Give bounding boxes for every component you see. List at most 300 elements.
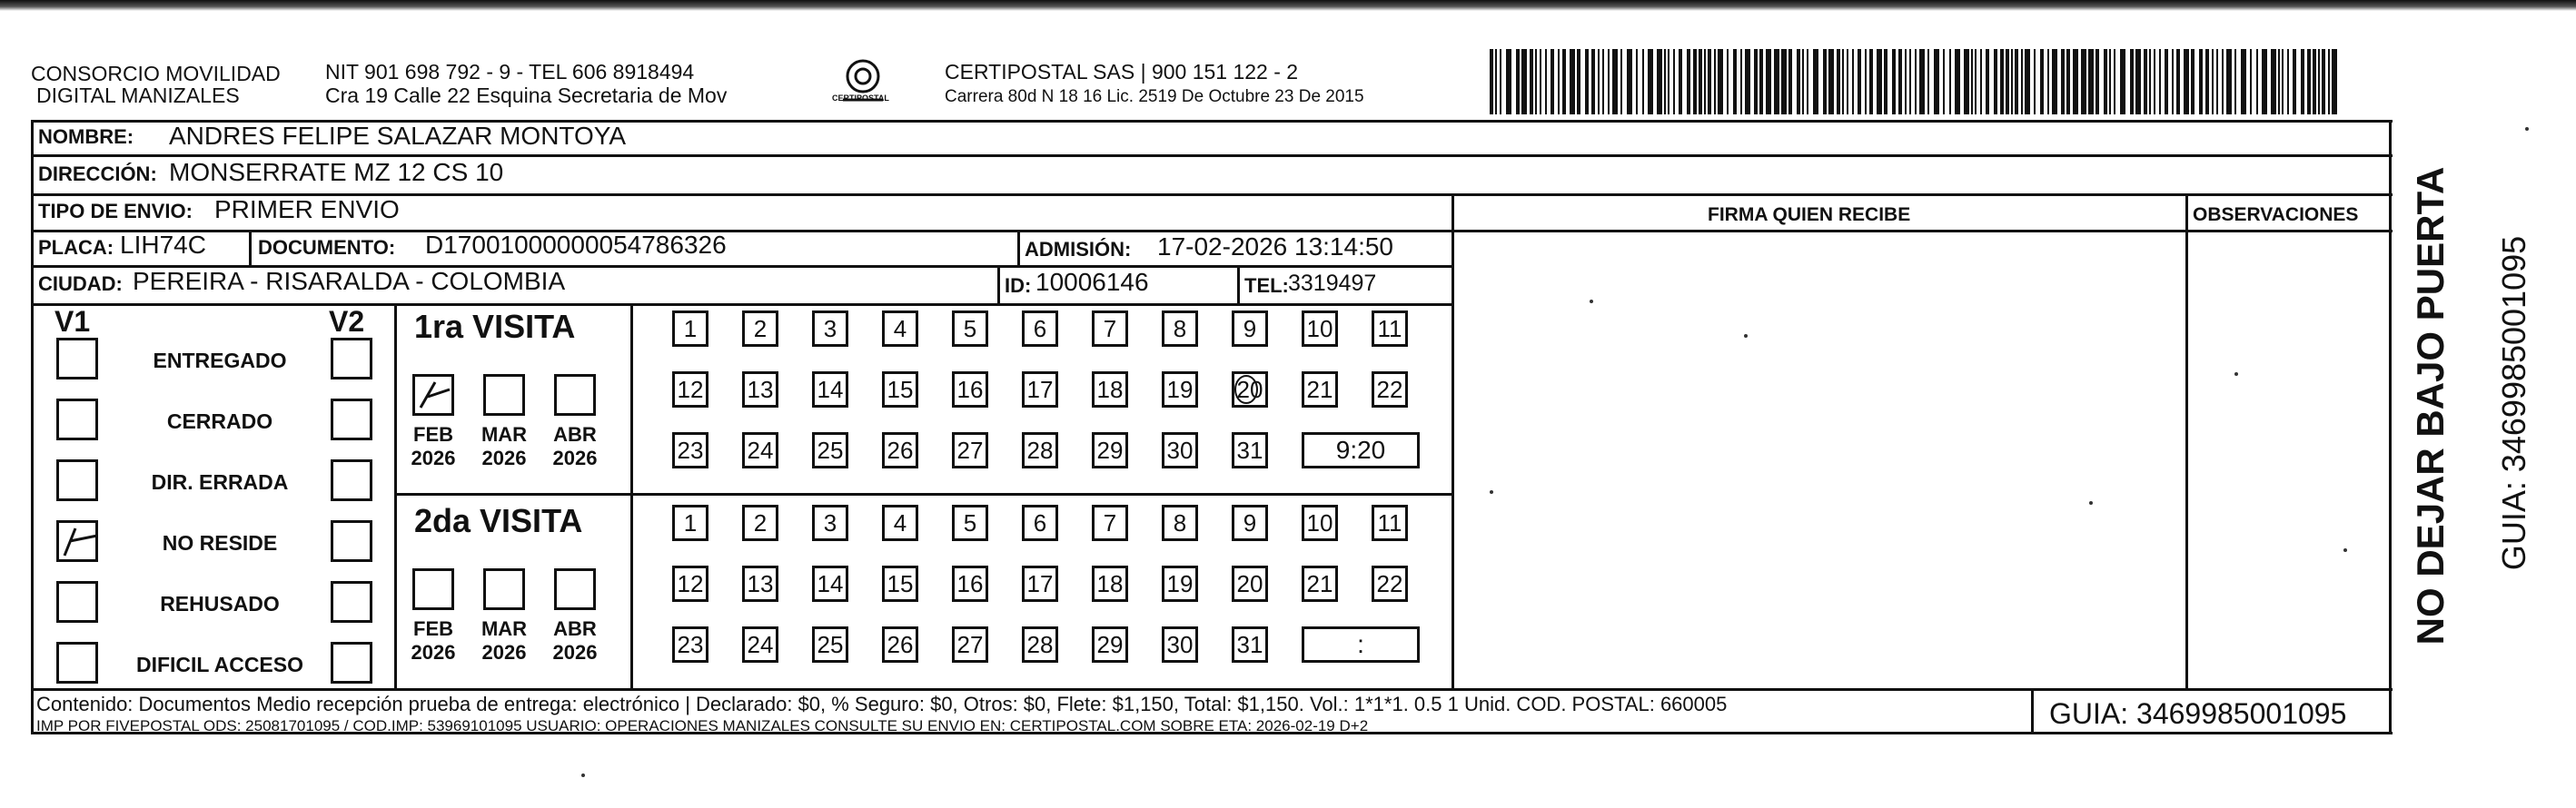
- tel-value: 3319497: [1288, 271, 1377, 296]
- second-visit-month-feb-label: [401, 617, 465, 665]
- row-line-5: [31, 303, 1453, 306]
- barcode-bar: [1704, 49, 1706, 114]
- barcode-bar: [1842, 49, 1844, 114]
- barcode-bar: [1865, 49, 1867, 114]
- first-visit-day-3[interactable]: 3: [812, 310, 848, 347]
- scan-speck: [2234, 372, 2238, 376]
- check-mark-icon: [59, 523, 99, 563]
- barcode-bar: [2088, 49, 2094, 114]
- barcode-bar: [1919, 49, 1925, 114]
- barcode-bar: [1602, 49, 1604, 114]
- barcode-bar: [1745, 49, 1750, 114]
- v2-label: V2: [329, 305, 365, 338]
- barcode-bar: [1877, 49, 1882, 114]
- barcode-bar: [2199, 49, 2203, 114]
- barcode-bar: [2109, 49, 2111, 114]
- first-visit-day-13[interactable]: 13: [742, 371, 778, 408]
- barcode-bar: [2191, 49, 2195, 114]
- guia-box-divider: [2031, 688, 2034, 734]
- second-visit-day-5[interactable]: 5: [952, 505, 988, 541]
- barcode-bar: [1884, 49, 1887, 114]
- address-line: Cra 19 Calle 22 Esquina Secretaria de Mov: [325, 84, 728, 107]
- tel-divider: [1237, 265, 1240, 303]
- first-visit-day-7[interactable]: 7: [1092, 310, 1128, 347]
- barcode-bar: [1807, 49, 1808, 114]
- scan-top-edge: [0, 0, 2576, 11]
- barcode-bar: [2040, 49, 2044, 114]
- first-visit-day-18[interactable]: 18: [1092, 371, 1128, 408]
- first-visit-day-17[interactable]: 17: [1022, 371, 1058, 408]
- barcode-bar: [1657, 49, 1662, 114]
- barcode-bar: [1636, 49, 1638, 114]
- second-visit-day-24[interactable]: 24: [742, 626, 778, 663]
- v1-checkbox-cerrado[interactable]: [56, 399, 98, 440]
- first-visit-day-8[interactable]: 8: [1162, 310, 1198, 347]
- second-visit-month-abr-label: [543, 617, 607, 665]
- barcode-bar: [1562, 49, 1566, 114]
- barcode-bar: [1788, 49, 1792, 114]
- guia-box: GUIA: 3469985001095: [2049, 697, 2347, 730]
- first-visit-day-31[interactable]: 31: [1232, 432, 1268, 468]
- status-divider: [394, 303, 397, 688]
- barcode-bar: [2184, 49, 2189, 114]
- courier-line2: Carrera 80d N 18 16 Lic. 2519 De Octubre 23 De 2015: [945, 87, 1364, 106]
- barcode-bar: [2011, 49, 2013, 114]
- firma-label: FIRMA QUIEN RECIBE: [1708, 204, 1911, 225]
- second-visit-day-14[interactable]: 14: [812, 566, 848, 602]
- company-line1: CONSORCIO MOVILIDAD: [31, 62, 281, 85]
- barcode-bar: [1506, 49, 1511, 114]
- barcode-bar: [2293, 49, 2296, 114]
- barcode-bar: [1558, 49, 1560, 114]
- barcode-bar: [2282, 49, 2284, 114]
- barcode-bar: [2234, 49, 2236, 114]
- barcode-bar: [2216, 49, 2218, 114]
- second-visit-month-mar-label: [472, 617, 536, 665]
- scan-speck: [1490, 490, 1493, 494]
- barcode-bar: [2061, 49, 2065, 114]
- first-visit-day-10[interactable]: 10: [1302, 310, 1338, 347]
- second-visit-day-11[interactable]: 11: [1372, 505, 1408, 541]
- barcode-bar: [1915, 49, 1917, 114]
- month-name: MAR: [481, 423, 528, 446]
- barcode-bar: [2165, 49, 2168, 114]
- second-visit-day-2[interactable]: 2: [742, 505, 778, 541]
- second-visit-month-mar-box[interactable]: [483, 568, 525, 610]
- month-year: 2026: [411, 447, 456, 470]
- barcode: [1490, 49, 2343, 114]
- second-visit-day-17[interactable]: 17: [1022, 566, 1058, 602]
- barcode-bar: [1570, 49, 1575, 114]
- admission-value: 17-02-2026 13:14:50: [1157, 232, 1393, 261]
- name-label: NOMBRE:: [38, 125, 134, 148]
- barcode-bar: [1727, 49, 1729, 114]
- barcode-bar: [1708, 49, 1711, 114]
- status-option-entregado: ENTREGADO: [153, 349, 287, 372]
- second-visit-day-9[interactable]: 9: [1232, 505, 1268, 541]
- barcode-bar: [2120, 49, 2125, 114]
- first-visit-day-29[interactable]: 29: [1092, 432, 1128, 468]
- barcode-bar: [1740, 49, 1742, 114]
- second-visit-day-12[interactable]: 12: [672, 566, 708, 602]
- first-visit-day-16[interactable]: 16: [952, 371, 988, 408]
- second-visit-day-13[interactable]: 13: [742, 566, 778, 602]
- signature-header-line: [1451, 230, 2391, 232]
- second-visit-day-22[interactable]: 22: [1372, 566, 1408, 602]
- month-year: 2026: [552, 447, 598, 470]
- barcode-bar: [1516, 49, 1520, 114]
- v1-checkbox-rehusado[interactable]: [56, 581, 98, 623]
- first-visit-month-abr-box[interactable]: [554, 374, 596, 416]
- barcode-bar: [1718, 49, 1723, 114]
- barcode-bar: [2318, 49, 2320, 114]
- barcode-bar: [1828, 49, 1834, 114]
- barcode-bar: [2000, 49, 2004, 114]
- second-visit-month-abr-box[interactable]: [554, 568, 596, 610]
- imp-line: IMP POR FIVEPOSTAL ODS: 25081701095 / COD.IMP: 53969101095 USUARIO: OPERACIONES MANIZALES CONSULTE SU ENVIO EN: CERTIPOSTAL.COM SOBRE ETA: 2026-02-19 D+2: [36, 717, 1369, 734]
- status-option-rehusado: REHUSADO: [160, 592, 280, 616]
- first-visit-day-11[interactable]: 11: [1372, 310, 1408, 347]
- barcode-bar: [1495, 49, 1497, 114]
- barcode-bar: [1540, 49, 1541, 114]
- barcode-bar: [2154, 49, 2155, 114]
- scan-speck: [2343, 548, 2347, 552]
- barcode-bar: [2313, 49, 2316, 114]
- barcode-bar: [1837, 49, 1840, 114]
- second-visit-day-10[interactable]: 10: [1302, 505, 1338, 541]
- barcode-bar: [1759, 49, 1763, 114]
- scan-speck: [1590, 300, 1593, 303]
- barcode-bar: [2250, 49, 2252, 114]
- barcode-bar: [1679, 49, 1682, 114]
- first-visit-day-5[interactable]: 5: [952, 310, 988, 347]
- observations-divider: [2185, 193, 2188, 688]
- barcode-bar: [1892, 49, 1896, 114]
- courier-line1: CERTIPOSTAL SAS | 900 151 122 - 2: [945, 60, 1299, 84]
- first-visit-day-28[interactable]: 28: [1022, 432, 1058, 468]
- barcode-bar: [1627, 49, 1632, 114]
- address-label: DIRECCIÓN:: [38, 163, 157, 185]
- second-visit-day-15[interactable]: 15: [882, 566, 918, 602]
- month-name: ABR: [553, 617, 597, 640]
- second-visit-day-16[interactable]: 16: [952, 566, 988, 602]
- first-visit-time-box[interactable]: 9:20: [1302, 432, 1420, 468]
- first-visit-day-4[interactable]: 4: [882, 310, 918, 347]
- barcode-bar: [2021, 49, 2023, 114]
- barcode-bar: [1668, 49, 1669, 114]
- second-visit-day-18[interactable]: 18: [1092, 566, 1128, 602]
- v1-checkbox-dificil-acceso[interactable]: [56, 642, 98, 684]
- barcode-bar: [2144, 49, 2147, 114]
- second-visit-month-feb-box[interactable]: [412, 568, 454, 610]
- barcode-bar: [1687, 49, 1690, 114]
- barcode-bar: [1535, 49, 1537, 114]
- barcode-bar: [1934, 49, 1939, 114]
- barcode-bar: [1490, 49, 1493, 114]
- barcode-bar: [2212, 49, 2214, 114]
- v1-checkbox-entregado[interactable]: [56, 338, 98, 379]
- second-visit-day-4[interactable]: 4: [882, 505, 918, 541]
- company-line2: DIGITAL MANIZALES: [36, 84, 240, 107]
- barcode-bar: [1648, 49, 1653, 114]
- first-visit-day-19[interactable]: 19: [1162, 371, 1198, 408]
- barcode-bar: [1521, 49, 1527, 114]
- barcode-bar: [2104, 49, 2107, 114]
- status-option-cerrado: CERRADO: [166, 409, 273, 433]
- barcode-bar: [1823, 49, 1827, 114]
- barcode-bar: [2047, 49, 2049, 114]
- first-visit-month-feb-box[interactable]: [412, 374, 454, 416]
- month-name: MAR: [481, 617, 528, 640]
- first-visit-day-12[interactable]: 12: [672, 371, 708, 408]
- barcode-bar: [1797, 49, 1800, 114]
- second-visit-day-8[interactable]: 8: [1162, 505, 1198, 541]
- barcode-bar: [1642, 49, 1644, 114]
- barcode-bar: [1591, 49, 1595, 114]
- first-visit-day-14[interactable]: 14: [812, 371, 848, 408]
- first-visit-day-25[interactable]: 25: [812, 432, 848, 468]
- barcode-bar: [1781, 49, 1787, 114]
- v1-checkbox-dir-errada[interactable]: [56, 459, 98, 501]
- first-visit-day-1[interactable]: 1: [672, 310, 708, 347]
- first-visit-month-feb-label: [401, 423, 465, 471]
- city-value: PEREIRA - RISARALDA - COLOMBIA: [133, 267, 566, 295]
- barcode-bar: [2262, 49, 2267, 114]
- barcode-bar: [2322, 49, 2325, 114]
- barcode-bar: [2307, 49, 2311, 114]
- first-visit-day-30[interactable]: 30: [1162, 432, 1198, 468]
- admission-divider: [1017, 230, 1020, 266]
- barcode-bar: [1699, 49, 1702, 114]
- barcode-bar: [2034, 49, 2036, 114]
- barcode-bar: [1802, 49, 1804, 114]
- barcode-bar: [1980, 49, 1982, 114]
- side-text: [2403, 154, 2532, 663]
- barcode-bar: [2172, 49, 2174, 114]
- barcode-bar: [2114, 49, 2115, 114]
- barcode-bar: [1733, 49, 1737, 114]
- v1-checkbox-no-reside[interactable]: [56, 520, 98, 562]
- second-visit-title: 2da VISITA: [414, 502, 583, 539]
- barcode-bar: [2066, 49, 2070, 114]
- frame-right: [2389, 120, 2392, 734]
- scan-speck: [2089, 501, 2093, 505]
- month-year: 2026: [411, 641, 456, 665]
- visit-separator: [394, 493, 1453, 496]
- barcode-bar: [1955, 49, 1960, 114]
- barcode-bar: [1898, 49, 1902, 114]
- barcode-bar: [2073, 49, 2078, 114]
- first-visit-day-6[interactable]: 6: [1022, 310, 1058, 347]
- barcode-bar: [1598, 49, 1600, 114]
- barcode-bar: [1927, 49, 1929, 114]
- second-visit-day-19[interactable]: 19: [1162, 566, 1198, 602]
- side-guia: GUIA: 3469985001095: [2495, 235, 2532, 571]
- nit-line: NIT 901 698 792 - 9 - TEL 606 8918494: [325, 60, 695, 84]
- frame-left: [31, 120, 34, 734]
- barcode-bar: [1975, 49, 1977, 114]
- first-visit-day-9[interactable]: 9: [1232, 310, 1268, 347]
- first-visit-month-mar-label: [472, 423, 536, 471]
- barcode-bar: [1551, 49, 1554, 114]
- barcode-bar: [2015, 49, 2018, 114]
- scan-speck: [2525, 127, 2529, 131]
- first-visit-day-22[interactable]: 22: [1372, 371, 1408, 408]
- city-label: CIUDAD:: [38, 272, 123, 295]
- barcode-bar: [1693, 49, 1697, 114]
- side-warning: NO DEJAR BAJO PUERTA: [2409, 166, 2452, 645]
- barcode-bar: [1774, 49, 1779, 114]
- second-visit-day-27[interactable]: 27: [952, 626, 988, 663]
- barcode-bar: [1620, 49, 1622, 114]
- send-type-label: TIPO DE ENVIO:: [38, 200, 193, 222]
- barcode-bar: [1612, 49, 1618, 114]
- second-visit-day-20[interactable]: 20: [1232, 566, 1268, 602]
- second-visit-day-1[interactable]: 1: [672, 505, 708, 541]
- barcode-bar: [2287, 49, 2289, 114]
- day-number: 20: [1236, 375, 1263, 403]
- document-value: D17001000000054786326: [425, 231, 727, 259]
- barcode-bar: [1754, 49, 1758, 114]
- second-visit-day-31[interactable]: 31: [1232, 626, 1268, 663]
- barcode-bar: [2301, 49, 2304, 114]
- barcode-bar: [1847, 49, 1848, 114]
- status-option-no-reside: NO RESIDE: [162, 531, 278, 555]
- barcode-bar: [1852, 49, 1854, 114]
- second-visit-day-6[interactable]: 6: [1022, 505, 1058, 541]
- barcode-bar: [1905, 49, 1907, 114]
- plate-label: PLACA:: [38, 236, 114, 259]
- second-visit-day-21[interactable]: 21: [1302, 566, 1338, 602]
- second-visit-day-29[interactable]: 29: [1092, 626, 1128, 663]
- barcode-bar: [2278, 49, 2280, 114]
- second-visit-day-26[interactable]: 26: [882, 626, 918, 663]
- barcode-bar: [1673, 49, 1675, 114]
- month-name: FEB: [413, 423, 453, 446]
- barcode-bar: [1994, 49, 1997, 114]
- barcode-bar: [2081, 49, 2086, 114]
- month-divider: [630, 303, 633, 688]
- first-visit-day-23[interactable]: 23: [672, 432, 708, 468]
- barcode-bar: [1858, 49, 1861, 114]
- row-line-6: [31, 688, 2393, 691]
- barcode-bar: [1986, 49, 1989, 114]
- status-option-dificil-acceso: DIFICIL ACCESO: [135, 653, 303, 676]
- scan-speck: [1744, 334, 1748, 338]
- month-name: FEB: [413, 617, 453, 640]
- barcode-bar: [1943, 49, 1945, 114]
- admission-label: ADMISIÓN:: [1025, 238, 1132, 261]
- barcode-bar: [2241, 49, 2246, 114]
- check-mark-icon: [415, 377, 451, 413]
- barcode-bar: [2205, 49, 2209, 114]
- barcode-bar: [2222, 49, 2224, 114]
- barcode-bar: [1909, 49, 1911, 114]
- signature-divider: [1451, 193, 1454, 688]
- barcode-bar: [2159, 49, 2161, 114]
- barcode-bar: [2328, 49, 2330, 114]
- observaciones-label: OBSERVACIONES: [2193, 204, 2359, 225]
- barcode-bar: [1813, 49, 1818, 114]
- row-line-1: [31, 154, 2393, 157]
- id-label: ID:: [1005, 274, 1032, 297]
- barcode-bar: [1714, 49, 1716, 114]
- barcode-bar: [2130, 49, 2134, 114]
- barcode-bar: [1545, 49, 1547, 114]
- first-visit-day-20[interactable]: [1232, 371, 1268, 408]
- second-visit-day-3[interactable]: 3: [812, 505, 848, 541]
- second-visit-day-25[interactable]: 25: [812, 626, 848, 663]
- barcode-bar: [2271, 49, 2276, 114]
- first-visit-day-26[interactable]: 26: [882, 432, 918, 468]
- name-value: ANDRES FELIPE SALAZAR MONTOYA: [169, 122, 627, 150]
- v1-label: V1: [54, 305, 91, 338]
- barcode-bar: [1664, 49, 1666, 114]
- id-divider: [997, 265, 1000, 303]
- first-visit-month-abr-label: [543, 423, 607, 471]
- status-option-dir-errada: DIR. ERRADA: [151, 470, 289, 494]
- barcode-bar: [2025, 49, 2030, 114]
- month-year: 2026: [552, 641, 598, 665]
- day-circle-icon: [1232, 371, 1268, 408]
- plate-value: LIH74C: [120, 231, 206, 259]
- barcode-bar: [2006, 49, 2009, 114]
- month-year: 2026: [481, 447, 527, 470]
- address-value: MONSERRATE MZ 12 CS 10: [169, 158, 504, 186]
- second-visit-day-23[interactable]: 23: [672, 626, 708, 663]
- first-visit-day-27[interactable]: 27: [952, 432, 988, 468]
- barcode-bar: [1971, 49, 1973, 114]
- first-visit-day-21[interactable]: 21: [1302, 371, 1338, 408]
- barcode-bar: [1964, 49, 1969, 114]
- second-visit-day-7[interactable]: 7: [1092, 505, 1128, 541]
- barcode-bar: [1530, 49, 1533, 114]
- content-line: Contenido: Documentos Medio recepción prueba de entrega: electrónico | Declarado: $0, % Seguro: $0, Otros: $0, Flete: $1,150, Total: $1,150. Vol.: 1*1*1. 0.5 1 Unid. COD. POSTAL: 660005: [36, 693, 1728, 715]
- barcode-bar: [1766, 49, 1771, 114]
- barcode-bar: [2149, 49, 2151, 114]
- month-name: ABR: [553, 423, 597, 446]
- first-visit-day-2[interactable]: 2: [742, 310, 778, 347]
- tel-label: TEL:: [1244, 274, 1289, 297]
- barcode-bar: [2226, 49, 2232, 114]
- scan-speck: [581, 774, 585, 777]
- second-visit-day-30[interactable]: 30: [1162, 626, 1198, 663]
- document-label: DOCUMENTO:: [258, 236, 396, 259]
- barcode-bar: [2095, 49, 2099, 114]
- barcode-bar: [1585, 49, 1589, 114]
- first-visit-title: 1ra VISITA: [414, 308, 576, 345]
- barcode-bar: [1500, 49, 1501, 114]
- barcode-bar: [1577, 49, 1580, 114]
- courier-logo-text: CERTIPOSTAL: [832, 94, 889, 103]
- first-visit-month-mar-box[interactable]: [483, 374, 525, 416]
- barcode-bar: [1949, 49, 1951, 114]
- id-value: 10006146: [1035, 268, 1149, 296]
- send-type-value: PRIMER ENVIO: [214, 195, 400, 223]
- barcode-bar: [1869, 49, 1873, 114]
- barcode-bar: [2052, 49, 2057, 114]
- first-visit-day-15[interactable]: 15: [882, 371, 918, 408]
- barcode-bar: [2256, 49, 2258, 114]
- barcode-bar: [2135, 49, 2141, 114]
- barcode-bar: [2176, 49, 2180, 114]
- second-visit-day-28[interactable]: 28: [1022, 626, 1058, 663]
- plate-divider: [249, 230, 252, 266]
- month-year: 2026: [481, 641, 527, 665]
- second-visit-time-box[interactable]: :: [1302, 626, 1420, 663]
- barcode-bar: [1608, 49, 1610, 114]
- first-visit-day-24[interactable]: 24: [742, 432, 778, 468]
